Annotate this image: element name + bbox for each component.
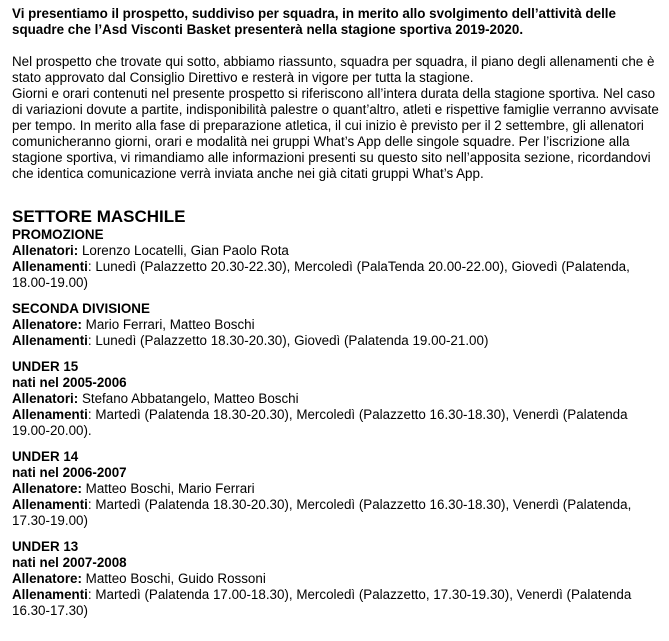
training-value: : Lunedì (Palazzetto 18.30-20.30), Giovedì (Palatenda 19.00-21.00) [87,333,489,348]
training-label: Allenamenti [12,407,88,422]
paragraph-1: Nel prospetto che trovate qui sotto, abbiamo riassunto, squadra per squadra, il piano degli allenamenti che è stato approvato dal Consiglio Direttivo e resterà in vigore per tutta la stagione. [12,54,655,85]
team-name: SECONDA DIVISIONE [12,301,150,316]
coach-value: Stefano Abbatangelo, Matteo Boschi [78,391,299,406]
training-value: : Martedì (Palatenda 18.30-20.30), Mercoledì (Palazzetto 16.30-18.30), Venerdì (Palatenda, 17.30-19.00) [12,497,632,528]
paragraph-2: Giorni e orari contenuti nel presente prospetto si riferiscono all’intera durata della stagione sportiva. Nel caso di variazioni dovute a partite, indisponibilità palestre o quant’altro, atleti e rispettive famiglie verranno avvisate per tempo. In merito alla fase di preparazione atletica, il cui inizio è previsto per il 2 settembre, gli allenatori comunicheranno giorni, orari e modalità nei gruppi What’s App delle singole squadre. Per l’iscrizione alla stagione sportiva, vi rimandiamo alle informazioni presenti su questo sito nell’apposita sezione, ricordandovi che identica comunicazione verrà inviata anche nei già citati gruppi What’s App. [12,86,659,181]
coach-label: Allenatore: [12,317,82,332]
section-title: SETTORE MASCHILE [12,207,186,226]
training-label: Allenamenti [12,333,88,348]
team-block-under-15 [12,359,660,439]
coach-label: Allenatore: [12,571,82,586]
training-value: : Martedì (Palatenda 17.00-18.30), Mercoledì (Palazzetto, 17.30-19.30), Venerdì (Palatenda 16.30-17.30) [12,587,632,618]
training-value: : Martedì (Palatenda 18.30-20.30), Mercoledì (Palazzetto 16.30-18.30), Venerdì (Palatenda 19.00-20.00). [12,407,628,438]
team-name: PROMOZIONE [12,227,104,242]
coach-value: Matteo Boschi, Guido Rossoni [81,571,266,586]
training-label: Allenamenti [12,259,88,274]
training-row [12,407,660,439]
team-block-under-13 [12,539,660,619]
training-row [12,259,660,291]
coach-label: Allenatore: [12,481,82,496]
training-row [12,333,660,349]
coach-row [12,391,660,407]
coach-value: Mario Ferrari, Matteo Boschi [81,317,255,332]
team-block-under-14 [12,449,660,529]
training-row [12,497,660,529]
training-label: Allenamenti [12,497,88,512]
team-born-years: nati nel 2007-2008 [12,555,127,570]
coach-row [12,243,660,259]
coach-label: Allenatori: [12,391,79,406]
document-page [12,0,660,619]
intro-text: Vi presentiamo il prospetto, suddiviso per squadra, in merito allo svolgimento dell’attività delle squadre che l’Asd Visconti Basket presenterà nella stagione sportiva 2019-2020. [12,6,616,37]
team-name: UNDER 15 [12,359,79,374]
coach-row [12,317,660,333]
team-block-seconda-divisione [12,301,660,349]
coach-value: Lorenzo Locatelli, Gian Paolo Rota [78,243,289,258]
team-name: UNDER 13 [12,539,79,554]
coach-label: Allenatori: [12,243,79,258]
training-row [12,587,660,619]
coach-row [12,571,660,587]
team-born-years: nati nel 2006-2007 [12,465,127,480]
coach-row [12,481,660,497]
coach-value: Matteo Boschi, Mario Ferrari [81,481,255,496]
team-block-promozione [12,227,660,291]
team-born-years: nati nel 2005-2006 [12,375,127,390]
training-label: Allenamenti [12,587,88,602]
training-value: : Lunedì (Palazzetto 20.30-22.30), Mercoledì (PalaTenda 20.00-22.00), Giovedì (Palatenda, 18.00-19.00) [12,259,630,290]
team-name: UNDER 14 [12,449,79,464]
